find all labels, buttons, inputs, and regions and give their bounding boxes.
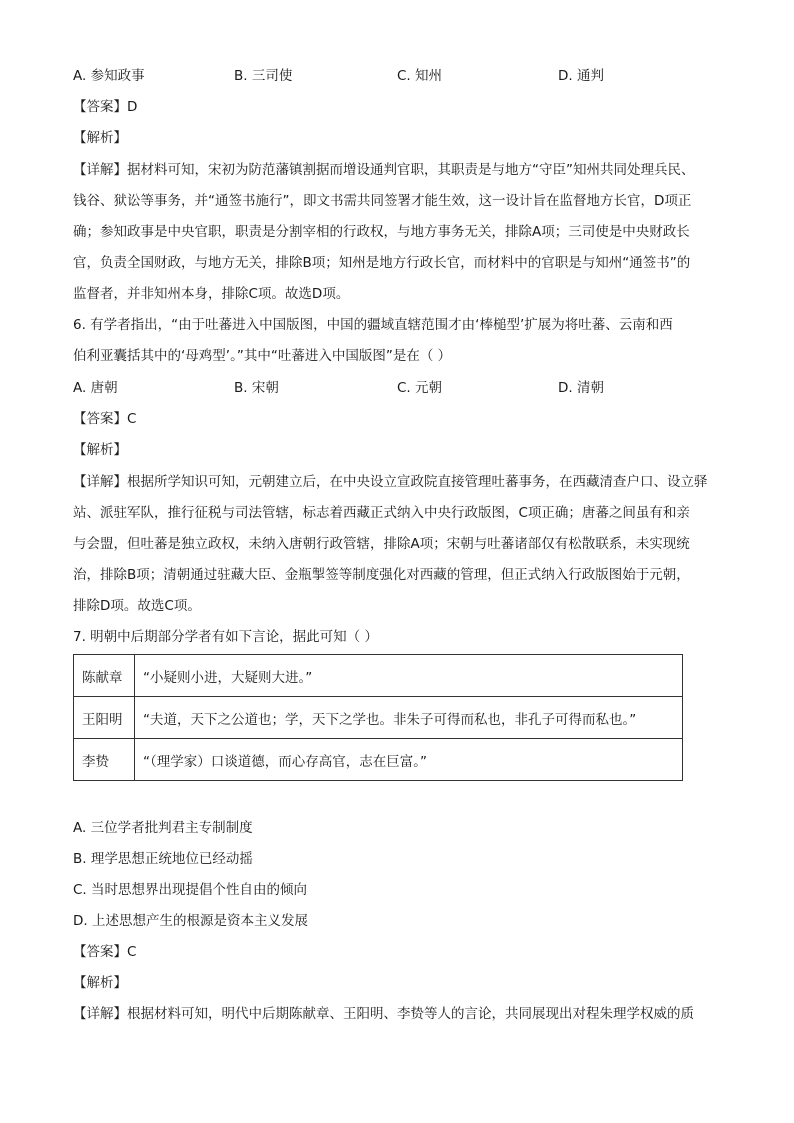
q5-analysis-label: 【解析】	[73, 130, 127, 146]
q7-option-c: C. 当时思想界出现提倡个性自由的倾向	[73, 882, 308, 898]
q5-option-c: C. 知州	[397, 68, 443, 84]
scholar-name: 李贽	[74, 739, 135, 781]
q5-detail-line: 确；参知政事是中央官职，职责是分割宰相的行政权，与地方事务无关，排除A项；三司使是中央财政长	[73, 224, 690, 240]
scholar-quote: “夫道，天下之公道也；学，天下之学也。非朱子可得而私也，非孔子可得而私也。”	[135, 697, 683, 739]
q5-detail-line: 【详解】据材料可知，宋初为防范藩镇割据而增设通判官职，其职责是与地方“守臣”知州共同处理兵民、	[73, 162, 695, 178]
scholar-name: 王阳明	[74, 697, 135, 739]
table-row	[74, 655, 683, 697]
q5-option-d: D. 通判	[558, 68, 604, 84]
quotes-table	[73, 654, 683, 781]
q6-detail-line: 与会盟，但吐蕃是独立政权，未纳入唐朝行政管辖，排除A项；宋朝与吐蕃诸部仅有松散联系，未实现统	[73, 536, 690, 552]
q7-answer: 【答案】C	[73, 944, 137, 960]
q5-option-a: A. 参知政事	[73, 68, 145, 84]
q7-stem: 7. 明朝中后期部分学者有如下言论，据此可知（ ）	[73, 629, 378, 645]
q6-answer: 【答案】C	[73, 411, 137, 427]
table-row	[74, 739, 683, 781]
q6-stem	[73, 315, 723, 377]
q6-detail	[73, 472, 723, 627]
table-row	[74, 697, 683, 739]
scholar-quote: “小疑则小进，大疑则大进。”	[135, 655, 683, 697]
q6-stem-line: 6. 有学者指出，“由于吐蕃进入中国版图，中国的疆域直辖范围才由‘棒槌型’扩展为将吐蕃、云南和西	[73, 317, 673, 333]
q7-option-b: B. 理学思想正统地位已经动摇	[73, 851, 253, 867]
scholar-name: 陈献章	[74, 655, 135, 697]
q6-option-d: D. 清朝	[558, 380, 604, 396]
q6-detail-line: 排除D项。故选C项。	[73, 598, 201, 614]
q5-option-b: B. 三司使	[234, 68, 293, 84]
q6-detail-line: 站、派驻军队，推行征税与司法管辖，标志着西藏正式纳入中央行政版图，C项正确；唐蕃之间虽有和亲	[73, 505, 690, 521]
q6-analysis-label: 【解析】	[73, 442, 127, 458]
q5-detail-line: 监督者，并非知州本身，排除C项。故选D项。	[73, 286, 350, 302]
q5-detail	[73, 160, 723, 315]
q5-answer: 【答案】D	[73, 99, 138, 115]
q6-detail-line: 治，排除B项；清朝通过驻藏大臣、金瓶掣签等制度强化对西藏的管理，但正式纳入行政版图始于元朝，	[73, 567, 690, 583]
q6-option-c: C. 元朝	[397, 380, 443, 396]
q6-detail-line: 【详解】根据所学知识可知，元朝建立后，在中央设立宣政院直接管理吐蕃事务，在西藏清查户口、设立驿	[73, 474, 708, 490]
q5-detail-line: 钱谷、狱讼等事务，并“通签书施行”，即文书需共同签署才能生效，这一设计旨在监督地方长官，D项正	[73, 193, 692, 209]
q5-detail-line: 官，负责全国财政，与地方无关，排除B项；知州是地方行政长官，而材料中的官职是与知州“通签书”的	[73, 255, 691, 271]
q7-analysis-label: 【解析】	[73, 975, 127, 991]
q7-option-d: D. 上述思想产生的根源是资本主义发展	[73, 913, 308, 929]
q7-option-a: A. 三位学者批判君主专制制度	[73, 820, 253, 836]
q6-option-b: B. 宋朝	[234, 380, 279, 396]
q6-stem-line: 伯利亚囊括其中的‘母鸡型’。”其中“吐蕃进入中国版图”是在（ ）	[73, 348, 452, 364]
q7-detail-line: 【详解】根据材料可知，明代中后期陈献章、王阳明、李贽等人的言论，共同展现出对程朱理学权威的质	[73, 1006, 694, 1022]
scholar-quote: “（理学家）口谈道德，而心存高官，志在巨富。”	[135, 739, 683, 781]
q6-option-a: A. 唐朝	[73, 380, 118, 396]
